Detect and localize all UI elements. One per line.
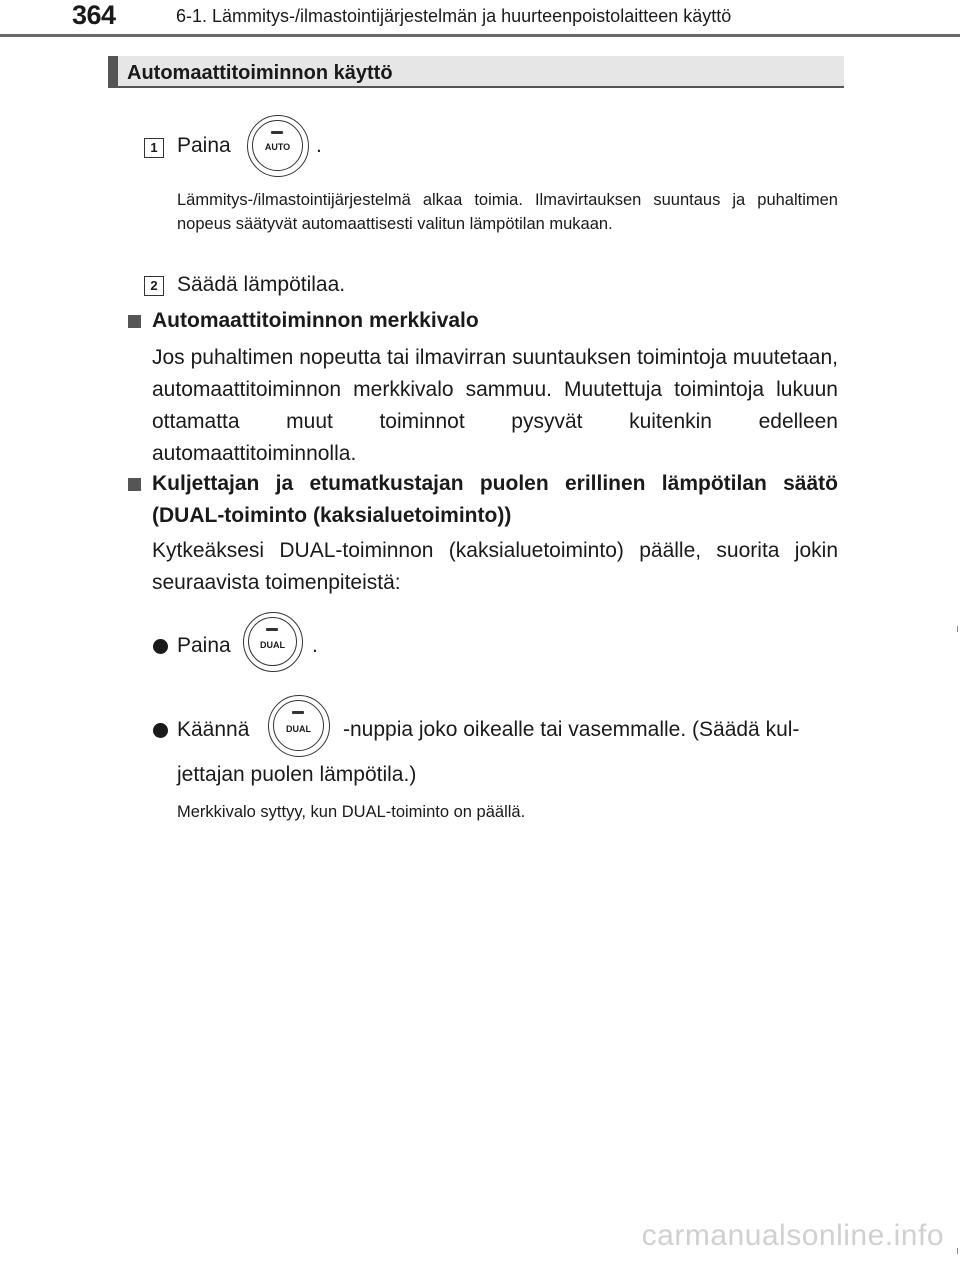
step-2-number: 2: [144, 276, 164, 296]
dual-knob-label: DUAL: [286, 724, 311, 734]
step-1-number: 1: [144, 138, 164, 158]
bullet-2-continuation: jettajan puolen lämpötila.): [177, 763, 417, 786]
edge-mark: [957, 626, 958, 632]
indicator-heading: Automaattitoiminnon merkkivalo: [152, 309, 479, 332]
indicator-body: Jos puhaltimen nopeutta tai ilmavirran suuntauksen toimintoja muutetaan, automaattitoiminnon merkkivalo sammuu. Muutettuja toimintoja lukuun ottamatta muut toiminnot pysyvät kuitenkin edelleen automaattitoiminnolla.: [152, 346, 838, 465]
bullet-1-prefix: Paina: [177, 634, 231, 657]
page-number: 364: [72, 0, 116, 30]
auto-button-label: AUTO: [264, 142, 291, 152]
heading-square-icon: [128, 315, 141, 328]
dual-button-label: DUAL: [260, 640, 285, 650]
bullet-dot-icon: [153, 639, 168, 654]
section-title: Automaattitoiminnon käyttö: [127, 62, 393, 84]
chapter-title: 6-1. Lämmitys-/ilmastointijärjestelmän ja huurteenpoistolaitteen käyttö: [176, 6, 732, 26]
step-1-suffix: .: [316, 134, 322, 157]
dual-indicator-led: [266, 628, 278, 631]
dual-knob-icon: [268, 695, 330, 757]
bullet-2-prefix: Käännä: [177, 718, 250, 741]
auto-indicator-led: [271, 131, 283, 134]
bullet-dot-icon: [153, 723, 168, 738]
step-1-prefix: Paina: [177, 134, 231, 157]
dual-note: Merkkivalo syttyy, kun DUAL-toiminto on päällä.: [177, 803, 526, 821]
watermark: carmanualsonline.info: [641, 1219, 944, 1252]
bullet-1-suffix: .: [312, 634, 318, 657]
step-1-note: Lämmitys-/ilmastointijärjestelmä alkaa toimia. Ilmavirtauksen suuntaus ja puhaltimen nopeus säätyvät automaattisesti valitun lämpötilan mukaan.: [177, 191, 838, 233]
header-divider: [0, 34, 960, 37]
dual-knob-led: [292, 711, 304, 714]
bullet-2-suffix: -nuppia joko oikealle tai vasemmalle. (Säädä kul-: [343, 718, 800, 741]
dual-heading: Kuljettajan ja etumatkustajan puolen erillinen lämpötilan säätö (DUAL-toiminto (kaksialuetoiminto)): [152, 472, 838, 527]
dual-body: Kytkeäksesi DUAL-toiminnon (kaksialuetoiminto) päälle, suorita jokin seuraavista toimenpiteistä:: [152, 539, 838, 594]
step-2-text: Säädä lämpötilaa.: [177, 273, 346, 296]
heading-square-icon: [128, 478, 141, 491]
edge-mark: [957, 1248, 958, 1254]
section-banner-accent: [108, 56, 118, 88]
dual-button-icon: [243, 612, 303, 672]
auto-button-icon: [247, 115, 309, 177]
